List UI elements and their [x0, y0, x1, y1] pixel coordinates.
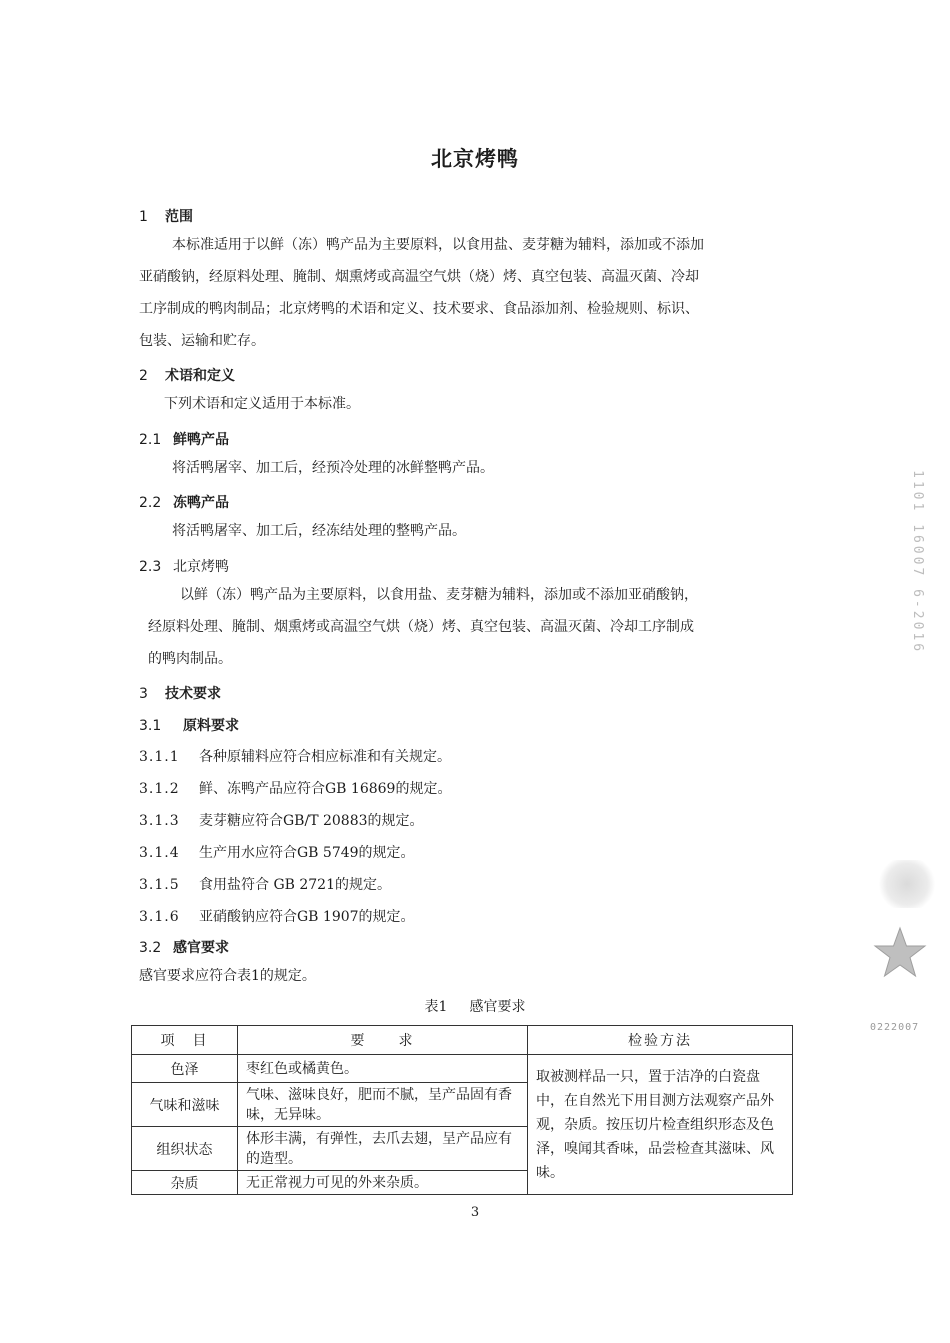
section-1-heading: [139, 206, 193, 226]
table-caption: [0, 996, 950, 1016]
table-label: 表1: [424, 999, 448, 1015]
section-number: 3: [139, 686, 148, 702]
row-requirement: 枣红色或橘黄色。: [238, 1055, 528, 1083]
item-text: 生产用水应符合GB 5749的规定。: [199, 845, 415, 861]
header-method: 检验方法: [528, 1026, 793, 1055]
item-number: 3.1.4: [139, 845, 180, 861]
row-item: 组织状态: [132, 1127, 238, 1171]
def-frozen-duck: 将活鸭屠宰、加工后，经冻结处理的整鸭产品。: [172, 523, 466, 539]
section-3-heading: [139, 683, 221, 703]
section-title: 感官要求: [173, 940, 229, 956]
section-title: 冻鸭产品: [173, 495, 229, 511]
req-item: [139, 842, 415, 862]
section-title: 原料要求: [183, 718, 239, 734]
scope-line-4: 包装、运输和贮存。: [139, 333, 265, 349]
row-item: 色泽: [132, 1055, 238, 1083]
def-roast-duck-line-1: 以鲜（冻）鸭产品为主要原料，以食用盐、麦芽糖为辅料，添加或不添加亚硝酸钠，: [180, 587, 698, 603]
section-number: 2.2: [139, 495, 162, 511]
section-3-2-heading: [139, 937, 229, 957]
row-requirement: 无正常视力可见的外来杂质。: [238, 1171, 528, 1195]
section-2-heading: [139, 365, 235, 385]
req-item: [139, 874, 391, 894]
item-text: 亚硝酸钠应符合GB 1907的规定。: [199, 909, 415, 925]
section-number: 3.1: [139, 718, 162, 734]
section-title: 北京烤鸭: [173, 559, 229, 575]
item-text: 鲜、冻鸭产品应符合GB 16869的规定。: [199, 781, 452, 797]
scope-line-3: 工序制成的鸭肉制品；北京烤鸭的术语和定义、技术要求、食品添加剂、检验规则、标识、: [139, 301, 699, 317]
item-text: 麦芽糖应符合GB/T 20883的规定。: [199, 813, 424, 829]
section-number: 2.3: [139, 559, 162, 575]
section-2-2-heading: [139, 492, 229, 512]
req-item: [139, 746, 451, 766]
scope-line-1: 本标准适用于以鲜（冻）鸭产品为主要原料，以食用盐、麦芽糖为辅料，添加或不添加: [172, 237, 704, 253]
sensory-table: [131, 1025, 793, 1195]
section-number: 2: [139, 368, 148, 384]
section-number: 3.2: [139, 940, 162, 956]
section-number: 2.1: [139, 432, 162, 448]
item-number: 3.1.6: [139, 909, 180, 925]
star-seal-icon: [872, 925, 928, 981]
item-number: 3.1.1: [139, 749, 180, 765]
section-title: 技术要求: [165, 686, 221, 702]
header-item: 项 目: [132, 1026, 238, 1055]
section-3-1-heading: [139, 715, 239, 735]
def-roast-duck-line-2: 经原料处理、腌制、烟熏烤或高温空气烘（烧）烤、真空包装、高温灭菌、冷却工序制成: [148, 619, 694, 635]
section-title: 术语和定义: [165, 368, 235, 384]
item-text: 食用盐符合 GB 2721的规定。: [199, 877, 392, 893]
def-fresh-duck: 将活鸭屠宰、加工后，经预冷处理的冰鲜整鸭产品。: [172, 460, 494, 476]
section-title: 鲜鸭产品: [173, 432, 229, 448]
header-requirement: 要 求: [238, 1026, 528, 1055]
sensory-intro: 感官要求应符合表1的规定。: [139, 968, 316, 984]
row-requirement: 体形丰满，有弹性，去爪去翅，呈产品应有的造型。: [238, 1127, 528, 1171]
row-requirement: 气味、滋味良好，肥而不腻，呈产品固有香味，无异味。: [238, 1083, 528, 1127]
page-number: 3: [470, 1205, 480, 1220]
table-row: [132, 1055, 793, 1083]
req-item: [139, 906, 415, 926]
req-item: [139, 810, 424, 830]
table-header-row: [132, 1026, 793, 1055]
row-item: 杂质: [132, 1171, 238, 1195]
stamp-number: 0222007: [870, 1022, 920, 1033]
table-title: 感官要求: [469, 999, 526, 1015]
section-2-3-heading: [139, 556, 229, 576]
scope-line-2: 亚硝酸钠，经原料处理、腌制、烟熏烤或高温空气烘（烧）烤、真空包装、高温灭菌、冷却: [139, 269, 699, 285]
section-2-1-heading: [139, 429, 229, 449]
document-title: 北京烤鸭: [431, 147, 519, 171]
inspection-method: 取被测样品一只，置于洁净的白瓷盘中，在自然光下用目测方法观察产品外观，杂质。按压切片检查组织形态及色泽，嗅闻其香味，品尝检查其滋味、风味。: [528, 1055, 793, 1195]
item-number: 3.1.2: [139, 781, 180, 797]
item-number: 3.1.5: [139, 877, 180, 893]
terms-intro: 下列术语和定义适用于本标准。: [164, 396, 360, 412]
section-number: 1: [139, 209, 148, 225]
def-roast-duck-line-3: 的鸭肉制品。: [148, 651, 232, 667]
margin-stamp-number: 1101 16007 6-2016: [910, 470, 925, 655]
row-item: 气味和滋味: [132, 1083, 238, 1127]
item-text: 各种原辅料应符合相应标准和有关规定。: [199, 749, 451, 765]
req-item: [139, 778, 451, 798]
item-number: 3.1.3: [139, 813, 180, 829]
seal-smudge: [878, 860, 936, 908]
section-title: 范围: [165, 209, 193, 225]
